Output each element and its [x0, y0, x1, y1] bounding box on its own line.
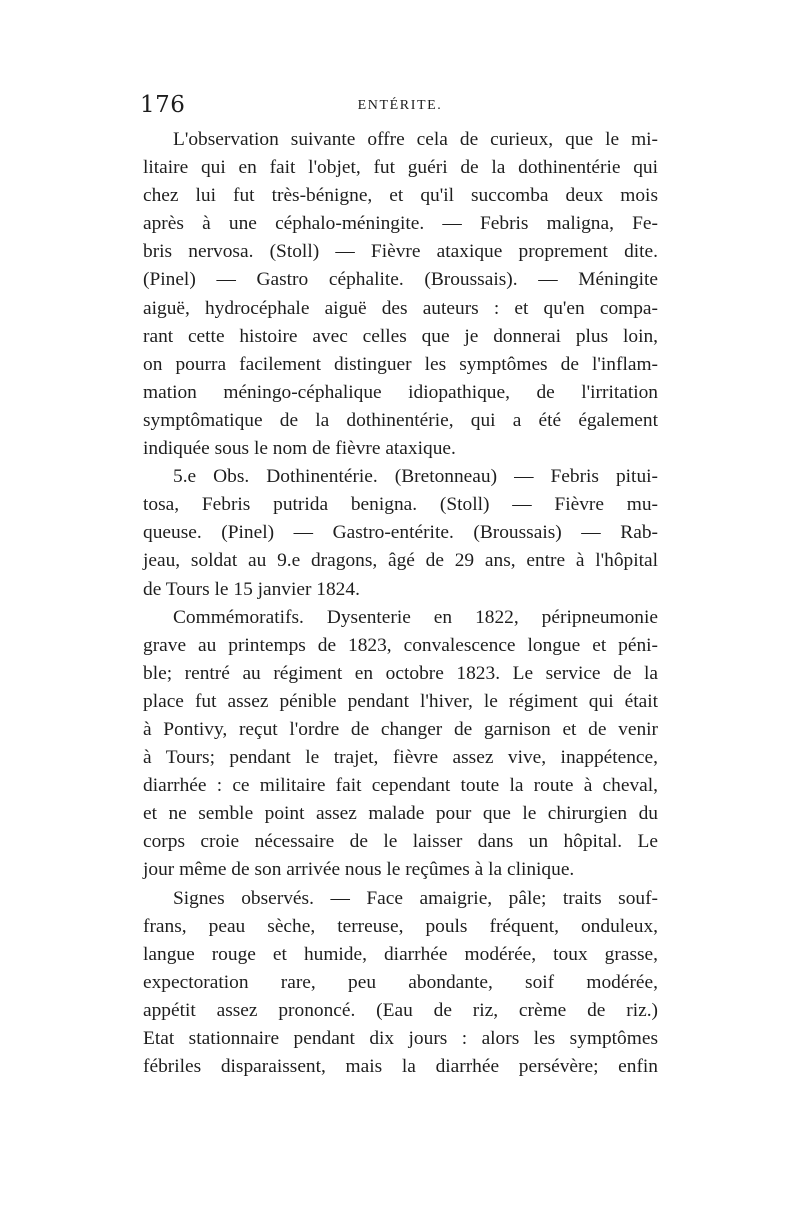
text-line: jeau, soldat au 9.e dragons, âgé de 29 ans, entre à l'hôpital [143, 550, 658, 572]
text-line: (Pinel) — Gastro céphalite. (Broussais). — Méningite [143, 269, 658, 291]
text-line: fébriles disparaissent, mais la diarrhée persévère; enfin [143, 1056, 658, 1078]
text-line: appétit assez prononcé. (Eau de riz, crème de riz.) [143, 999, 658, 1021]
text-line: symptômatique de la dothinentérie, qui a été également [143, 409, 658, 431]
text-line: corps croie nécessaire de le laisser dans un hôpital. Le [143, 831, 658, 853]
signes-observes-line: Signes observés. — Face amaigrie, pâle; traits souf- [173, 887, 658, 909]
text-line: on pourra facilement distinguer les symptômes de l'inflam- [143, 353, 658, 375]
text-line: diarrhée : ce militaire fait cependant toute la route à cheval, [143, 775, 658, 797]
text-line: à Pontivy, reçut l'ordre de changer de garnison et de venir [143, 718, 658, 740]
text-line: litaire qui en fait l'objet, fut guéri de la dothinentérie qui [143, 157, 658, 179]
commemoratifs-line: Commémoratifs. Dysenterie en 1822, péripneumonie [173, 606, 658, 628]
running-head: ENTÉRITE. [357, 98, 443, 113]
text-line: et ne semble point assez malade pour que le chirurgien du [143, 803, 658, 825]
text-line: après à une céphalo-méningite. — Febris maligna, Fe- [143, 213, 658, 235]
text-line: indiquée sous le nom de fièvre ataxique. [143, 438, 456, 460]
text-line: L'observation suivante offre cela de curieux, que le mi- [173, 129, 658, 150]
text-line: aiguë, hydrocéphale aiguë des auteurs : et qu'en compa- [143, 297, 658, 319]
text-line: jour même de son arrivée nous le reçûmes à la clinique. [143, 859, 575, 881]
text-line: bris nervosa. (Stoll) — Fièvre ataxique proprement dite. [143, 241, 658, 263]
text-line: expectoration rare, peu abondante, soif modérée, [143, 971, 658, 993]
text-line: langue rouge et humide, diarrhée modérée, toux grasse, [143, 943, 658, 965]
text-line: mation méningo-céphalique idiopathique, de l'irritation [143, 381, 658, 403]
text-line: ble; rentré au régiment en octobre 1823. Le service de la [143, 662, 658, 684]
observation-heading-line: 5.e Obs. Dothinentérie. (Bretonneau) — Febris pitui- [173, 466, 658, 488]
text-line: Etat stationnaire pendant dix jours : alors les symptômes [143, 1028, 658, 1049]
text-line: grave au printemps de 1823, convalescence longue et péni- [143, 634, 658, 656]
text-line: rant cette histoire avec celles que je donnerai plus loin, [143, 325, 658, 347]
text-line: de Tours le 15 janvier 1824. [143, 578, 360, 600]
body-text [143, 126, 658, 1081]
text-line: tosa, Febris putrida benigna. (Stoll) — Fièvre mu- [143, 494, 658, 516]
page-number: 176 [140, 92, 186, 118]
text-line: chez lui fut très-bénigne, et qu'il succomba deux mois [143, 185, 658, 207]
text-line: frans, peau sèche, terreuse, pouls fréquent, onduleux, [143, 915, 658, 937]
page-header [140, 92, 660, 122]
text-line: à Tours; pendant le trajet, fièvre assez vive, inappétence, [143, 747, 658, 769]
text-line: place fut assez pénible pendant l'hiver, le régiment qui était [143, 690, 658, 712]
text-line: queuse. (Pinel) — Gastro-entérite. (Broussais) — Rab- [143, 522, 658, 544]
